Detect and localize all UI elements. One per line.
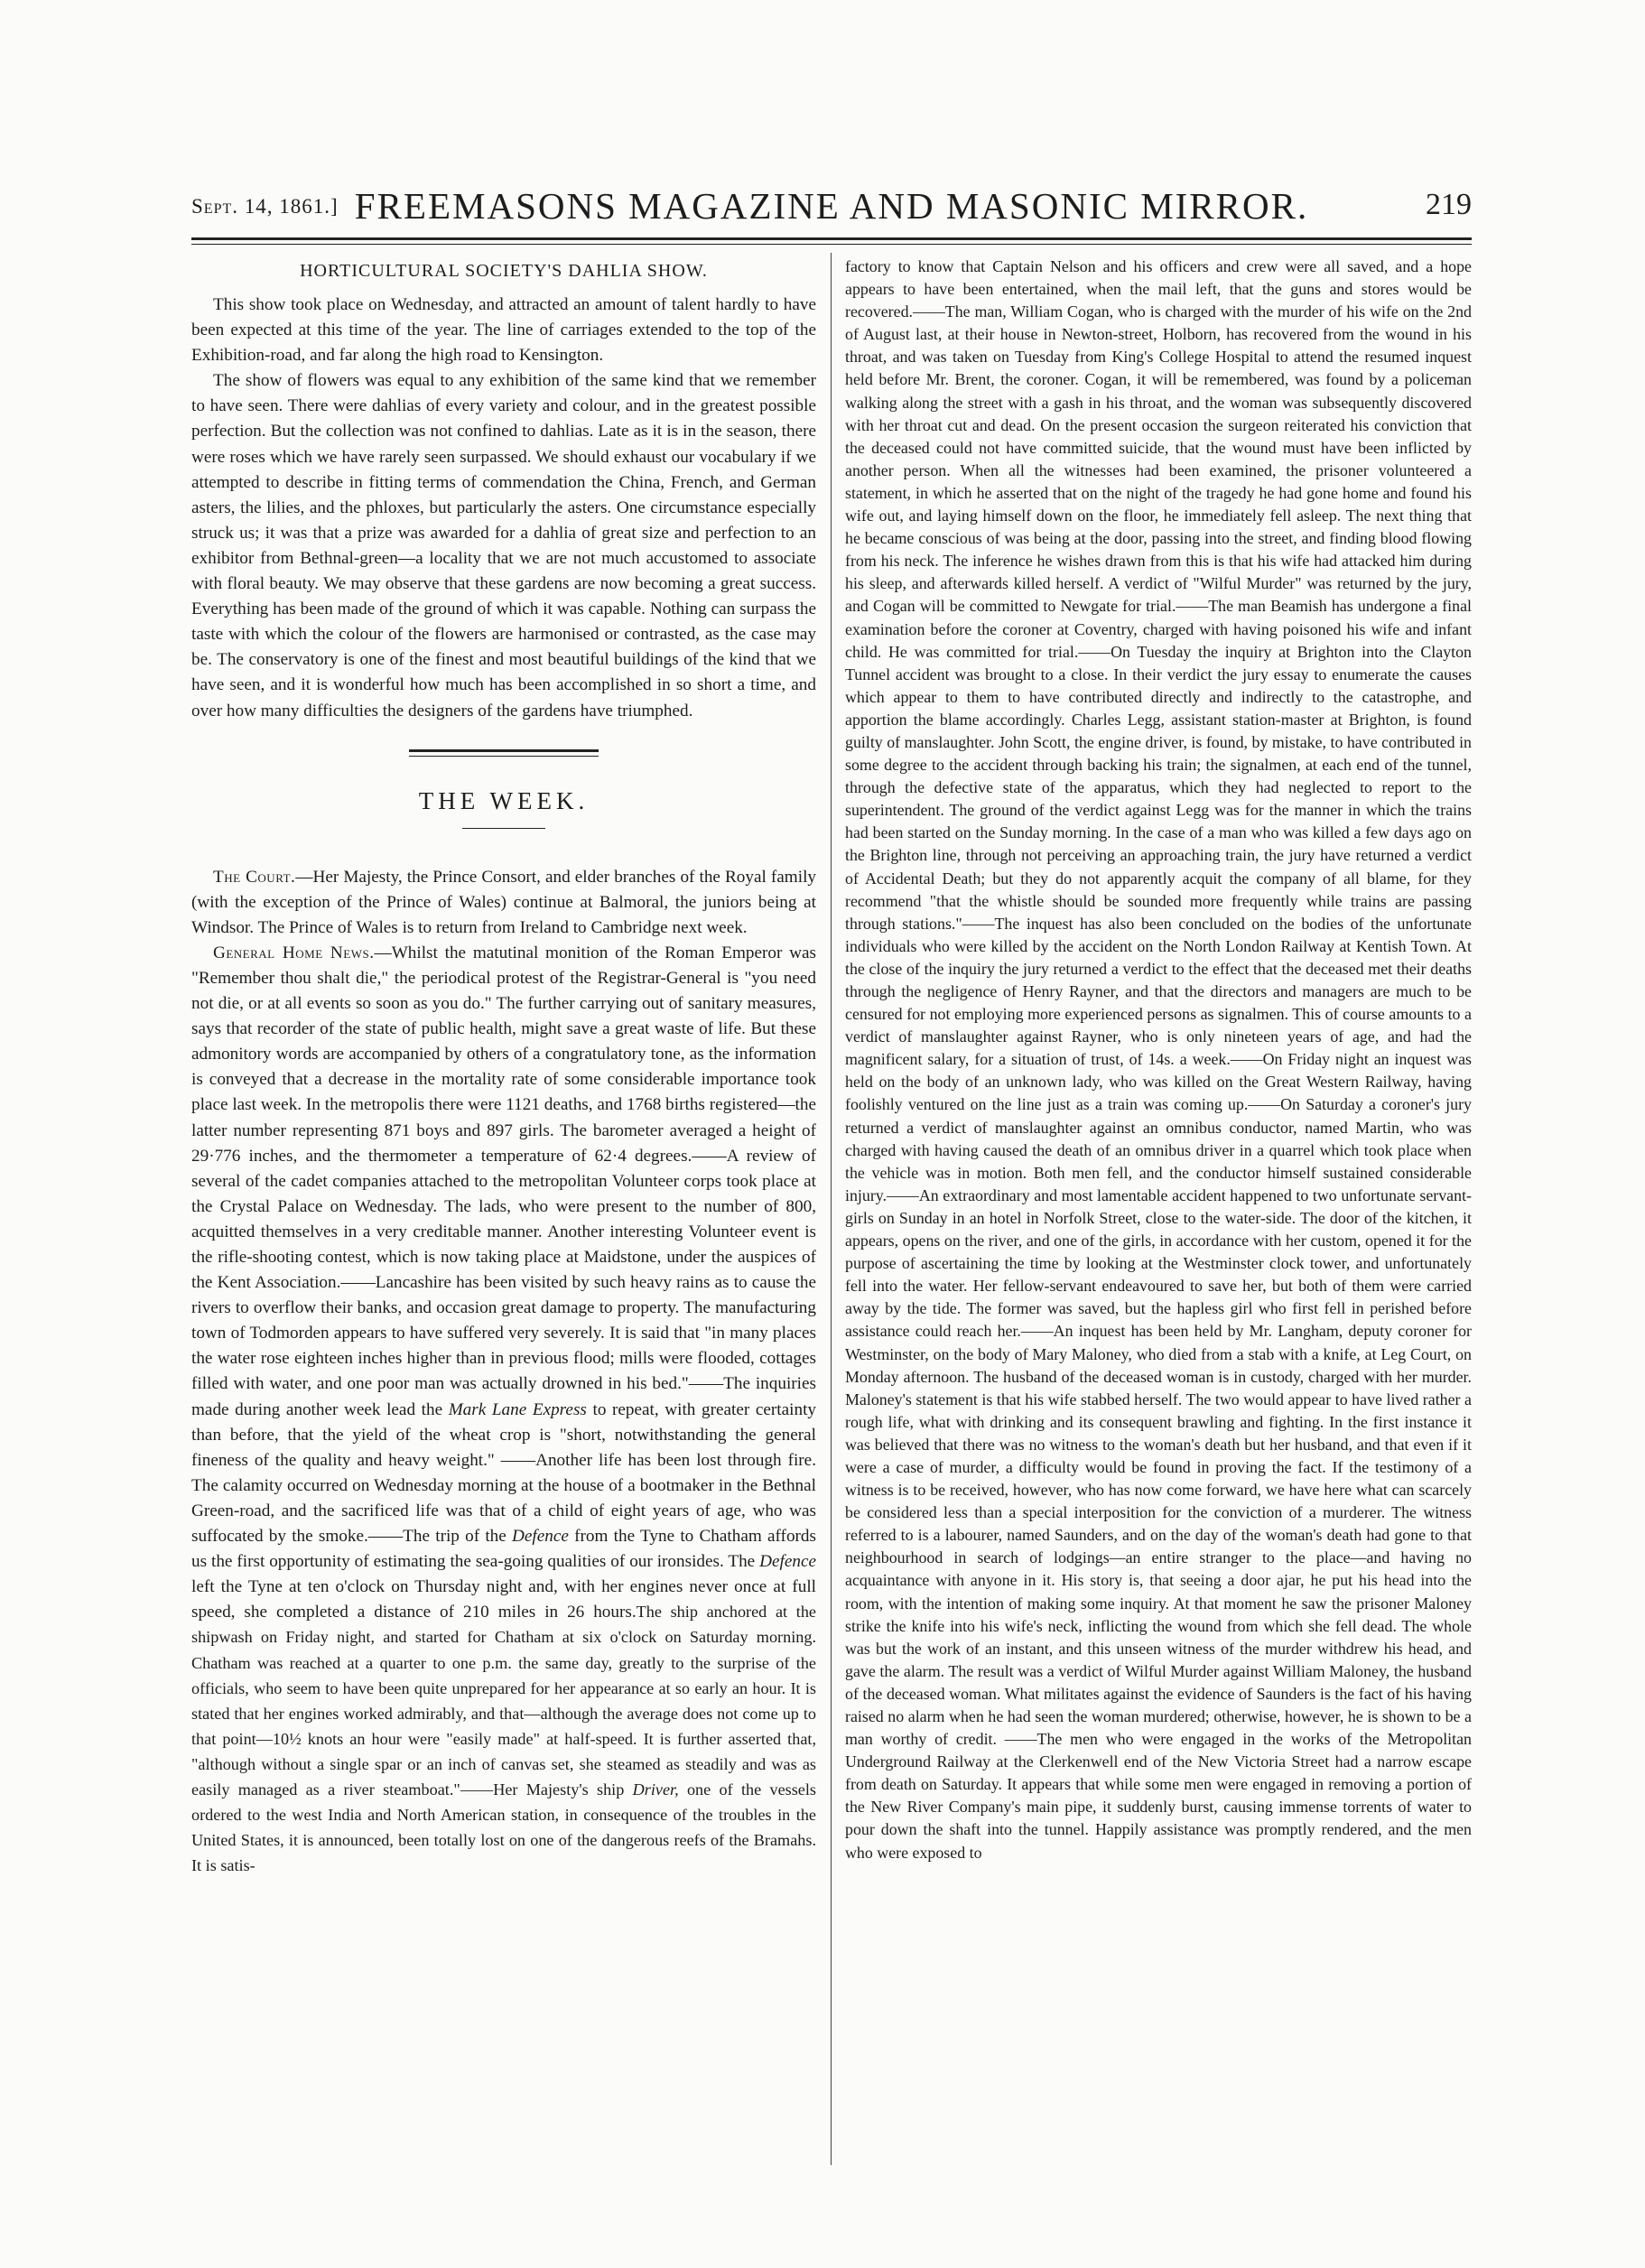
running-head <box>191 184 1472 228</box>
right-column <box>845 256 1472 2165</box>
page-number: 219 <box>1426 188 1472 221</box>
home-news-text-1: —Whilst the matutinal monition of the Roman Emperor was "Remember thou shalt die," the periodical protest of the Registrar-General is "you need not die, or at all events so soon as you do." The further carrying out of sanitary measures, says that recorder of the state of public health, might save a great waste of life. But these admonitory words are accompanied by others of a congratulatory tone, as the information is conveyed that a decrease in the mortality rate of some considerable importance took place last week. In the metropolis there were 1121 deaths, and 1768 births registered—the latter number representing 871 boys and 897 girls. The barometer averaged a height of 29·776 inches, and the thermometer a temperature of 62·4 degrees.——A review of several of the cadet companies attached to the metropolitan Volunteer corps took place at the Crystal Palace on Wednesday. The lads, who were present to the number of 800, acquitted themselves in a very creditable manner. Another interesting Volunteer event is the rifle-shooting contest, which is now taking place at Maidstone, under the auspices of the Kent Association.——Lancashire has been visited by such heavy rains as to cause the rivers to overflow their banks, and occasion great damage to property. The manufacturing town of Todmorden appears to have suffered very severely. It is said that "in many places the water rose eighteen inches higher than in previous flood; mills were flooded, cottages filled with water, and one poor man was actually drowned in his bed."——The inquiries made during another week lead the <box>191 943 816 1419</box>
right-column-text: factory to know that Captain Nelson and his officers and crew were all saved, and a hope appears to have been entertained, when the mail left, that the guns and stores would be recovered.——The man, William Cogan, who is charged with the murder of his wife on the 2nd of August last, at their house in Newton-street, Holborn, has recovered from the wound in his throat, and was taken on Tuesday from King's College Hospital to attend the resumed inquest held before Mr. Brent, the coroner. Cogan, it will be remembered, was found by a policeman walking along the street with a gash in his throat, and the woman was subsequently discovered with her throat cut and dead. On the present occasion the surgeon reiterated his conviction that the deceased could not have committed suicide, that the wound must have been inflicted by another person. When all the witnesses had been examined, the prisoner volunteered a statement, in which he asserted that on the night of the tragedy he had gone home and found his wife out, and laying himself down on the floor, he immediately fell asleep. The next thing that he became conscious of was being at the door, passing into the street, and finding blood flowing from his neck. The inference he wishes drawn from this is that his wife had attacked him during his sleep, and afterwards killed herself. A verdict of "Wilful Murder" was returned by the jury, and Cogan will be committed to Newgate for trial.——The man Beamish has undergone a final examination before the coroner at Coventry, charged with having poisoned his wife and infant child. He was committed for trial.——On Tuesday the inquiry at Brighton into the Clayton Tunnel accident was brought to a close. In their verdict the jury essay to enumerate the causes which appear to them to have contributed directly and indirectly to the catastrophe, and apportion the blame accordingly. Charles Legg, assistant station-master at Brighton, is found guilty of manslaughter. John Scott, the engine driver, is found, by mistake, to have contributed in some degree to the accident through backing his train; the signalmen, at each end of the tunnel, through the defective state of the apparatus, which they had neglected to report to the superintendent. The ground of the verdict against Legg was for the manner in which the trains had been started on the Sunday morning. In the case of a man who was killed a few days ago on the Brighton line, through not perceiving an approaching train, the jury have returned a verdict of Accidental Death; but they do not apparently acquit the company of all blame, for they recommend "that the whistle should be sounded more frequently while trains are passing through stations."——The inquest has also been concluded on the bodies of the unfortunate individuals who were killed by the accident on the North London Railway at Kentish Town. At the close of the inquiry the jury returned a verdict to the effect that the deceased met their deaths through the negligence of Henry Rayner, and that the directors and managers are much to be censured for not employing more experienced persons as signalmen. This of course amounts to a verdict of manslaughter against Rayner, who is only nineteen years of age, and had the magnificent salary, for a situation of trust, of 14s. a week.——On Friday night an inquest was held on the body of an unknown lady, who was killed on the Great Western Railway, having foolishly ventured on the line just as a train was coming up.——On Saturday a coroner's jury returned a verdict of manslaughter against an omnibus conductor, named Martin, who was charged with having caused the death of an omnibus driver in a quarrel which took place when the vehicle was in motion. Both men fell, and the conductor himself sustained considerable injury.——An extraordinary and most lamentable accident happened to two unfortunate servant-girls on Sunday in an hotel in Norfolk Street, close to the water-side. The door of the kitchen, it appears, opens on the river, and one of the girls, in accordance with her custom, opened it for the purpose of ascertaining the time by looking at the Westminster clock tower, and unfortunately fell into the water. Her fellow-servant endeavoured to save her, but both of them were carried away by the tide. The former was saved, but the hapless girl who first fell in perished before assistance could reach her.——An inquest has been held by Mr. Langham, deputy coroner for Westminster, on the body of Mary Maloney, who died from a stab with a knife, at Leg Court, on Monday afternoon. The husband of the deceased woman is in custody, charged with her murder. Maloney's statement is that his wife stabbed herself. The two would appear to have lived rather a rough life, what with drinking and its consequent brawling and fighting. In the first instance it was believed that there was no witness to the woman's death but her husband, and that even if it were a case of murder, a difficulty would be found in proving the fact. If the testimony of a witness is to be received, however, who has now come forward, we have here what can scarcely be considered less than a special interposition for the conviction of a murderer. The witness referred to is a labourer, named Saunders, and on the day of the woman's death had gone to that neighbourhood in search of lodgings—an entire stranger to the place—and having no acquaintance with anyone in it. His story is, that seeing a door ajar, he put his head into the room, with the intention of making some inquiry. At that moment he saw the prisoner Maloney strike the knife into his wife's neck, inflicting the wound from which she fell dead. The whole was but the work of an instant, and this unseen witness of the murder withdrew his head, and gave the alarm. The result was a verdict of Wilful Murder against William Maloney, the husband of the deceased woman. What militates against the evidence of Saunders is the fact of his having raised no alarm when he had seen the woman murdered; otherwise, however, he is shown to be a man worthy of credit. ——The men who were engaged in the works of the Metropolitan Underground Railway at the Clerkenwell end of the New Victoria Street had a narrow escape from death on Saturday. It appears that while some men were engaged in removing a portion of the New River Company's main pipe, it suddenly burst, causing immense torrents of water to pour down the shaft into the tunnel. Happily assistance was promptly rendered, and the men who were exposed to <box>845 257 1472 1862</box>
home-news-text-2: to repeat, with greater certainty than before, that the yield of the wheat crop is "short, notwithstanding the general fineness of the quality and heavy weight." ——Another life has been lost through fire. The calamity occurred on Wednesday morning at the house of a bootmaker in the Bethnal Green-road, and the sacrificed life was that of a child of eight years of age, who was suffocated by the smoke.——The trip of the <box>191 1399 816 1547</box>
court-paragraph <box>191 865 816 941</box>
home-news-lead: General Home News. <box>213 943 375 962</box>
publication-title: FREEMASONS MAGAZINE AND MASONIC MIRROR. <box>354 185 1309 227</box>
the-week-heading: THE WEEK. <box>418 786 590 814</box>
home-news-text-4: left the Tyne at ten o'clock on Thursday night and, with her engines never once at full speed, she completed a distance of 210 miles in 26 hours. <box>191 1577 816 1622</box>
home-news-text-3: from the Tyne to Chatham affords us the first opportunity of estimating the sea-going qualities of our ironsides. The <box>191 1527 816 1572</box>
ship-name-defence-2: Defence <box>759 1552 816 1572</box>
court-text: —Her Majesty, the Prince Consort, and elder branches of the Royal family (with the exception of the Prince of Wales) continue at Balmoral, the juniors being at Windsor. The Prince of Wales is to return from Ireland to Cambridge next week. <box>191 867 816 937</box>
court-lead: The Court. <box>213 867 296 887</box>
dahlia-paragraph-1: This show took place on Wednesday, and attracted an amount of talent hardly to have been expected at this time of the year. The line of carriages extended to the top of the Exhibition-road, and far along the high road to Kensington. <box>191 295 816 366</box>
mark-lane-express: Mark Lane Express <box>448 1399 587 1419</box>
header-rule <box>191 237 1472 240</box>
home-news-text-6: one of the vessels ordered to the west India and North American station, in consequence of the troubles in the United States, it is announced, been totally lost on one of the dangerous reefs of the Bramahs. It is satis- <box>191 1780 816 1875</box>
home-news-text-5: The ship anchored at the shipwash on Friday night, and started for Chatham at six o'clock on Saturday morning. Chatham was reached at a quarter to one p.m. the same day, greatly to the surprise of the officials, who seem to have been quite unprepared for her appearance at so early an hour. It is stated that her engines worked admirably, and that—although the average does not come up to that point—10½ knots an hour were "easily made" at half-speed. It is further asserted that, "although without a single spar or an inch of canvas set, she steamed as steadily and was as easily managed as a river steamboat."——Her Majesty's ship <box>191 1603 816 1799</box>
section-divider <box>409 749 599 757</box>
header-rule-thin <box>191 244 1472 245</box>
dahlia-paragraph-2: The show of flowers was equal to any exhibition of the same kind that we remember to have seen. There were dahlias of every variety and colour, and in the greatest possible perfection. But the collection was not confined to dahlias. Late as it is in the season, there were roses which we have rarely seen surpassed. We should exhaust our vocabulary if we attempted to describe in fitting terms of commendation the China, French, and German asters, the lilies, and the phloxes, but particularly the asters. One circumstance especially struck us; it was that a prize was awarded for a dahlia of great size and perfection to an exhibitor from Bethnal-green—a locality that we are not much accustomed to associate with floral beauty. We may observe that these gardens are now becoming a great success. Everything has been made of the ground of which it was capable. Nothing can surpass the taste with which the colour of the flowers are harmonised or contrasted, as the case may be. The conservatory is one of the finest and most beautiful buildings of the kind that we have seen, and it is wonderful how much has been accomplished in so short a time, and over how many difficulties the designers of the gardens have triumphed. <box>191 371 816 720</box>
left-column <box>191 256 816 2165</box>
heading-rule <box>462 828 545 829</box>
ship-name-driver: Driver, <box>632 1780 679 1799</box>
column-divider <box>831 253 832 2165</box>
dahlia-show-heading: HORTICULTURAL SOCIETY'S DAHLIA SHOW. <box>300 261 708 281</box>
home-news-paragraph <box>191 941 816 1879</box>
ship-name-defence: Defence <box>512 1527 569 1547</box>
issue-date: Sept. 14, 1861.] <box>191 195 339 218</box>
